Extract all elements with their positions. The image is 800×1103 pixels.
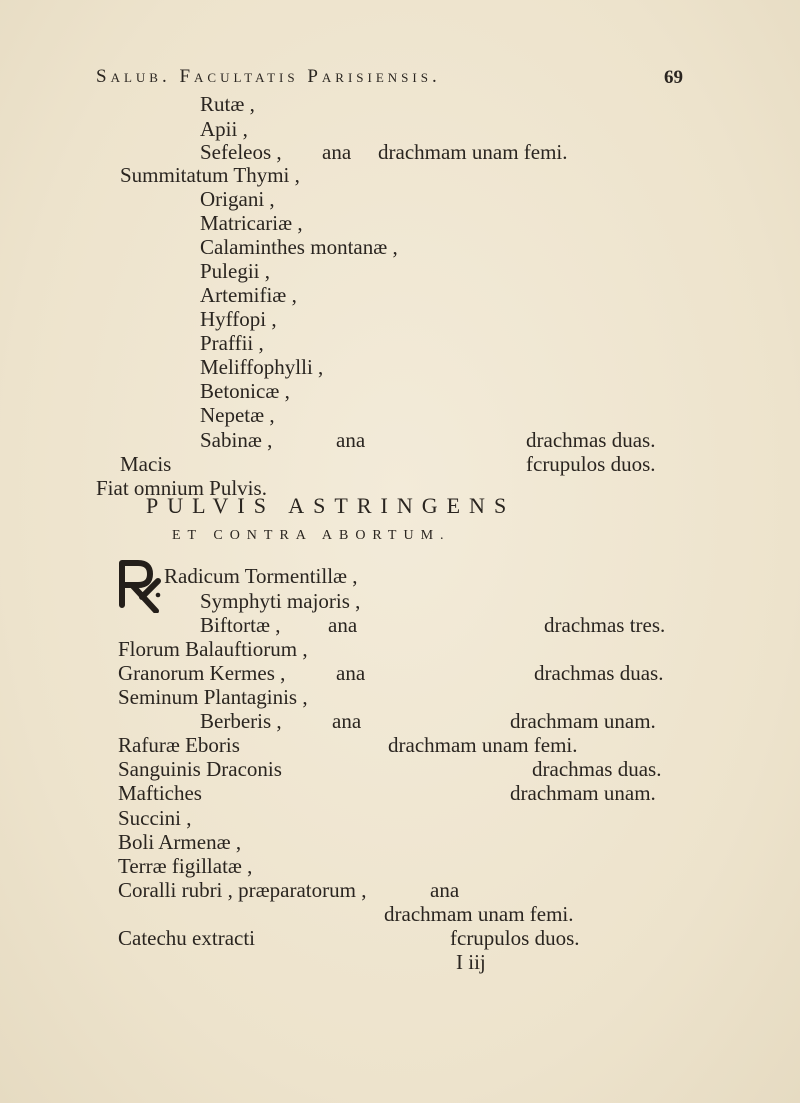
ingredient-line: Betonicæ , [200,379,290,403]
ingredient-line: Rafuræ Eboris [118,733,240,757]
ingredient-line: Macis [120,452,172,476]
section-subtitle: ET CONTRA ABORTUM. [172,528,451,543]
ingredient-line: Symphyti majoris , [200,589,361,613]
dose-line: drachmam unam femi. [384,902,574,926]
ingredient-line: Praffii , [200,331,264,355]
dose-line: fcrupulos duos. [450,926,580,950]
ana-label: ana [336,428,366,452]
instruction-line: Fiat omnium Pulvis. [96,476,267,500]
recipe-rx-icon [118,557,162,613]
ingredient-line: Nepetæ , [200,403,275,427]
ingredient-line: Rutæ , [200,92,255,116]
ingredient-line: Granorum Kermes , [118,661,286,685]
ana-label: ana [328,613,358,637]
ingredient-line: Calaminthes montanæ , [200,235,398,259]
ingredient-line: Succini , [118,806,192,830]
dose-line: drachmas duas. [526,428,656,452]
signature-mark: I iij [456,950,486,974]
dose-line: drachmam unam. [510,781,656,805]
dose-line: drachmam unam femi. [388,733,578,757]
ingredient-line: Sanguinis Draconis [118,757,282,781]
ana-label: ana [336,661,366,685]
ingredient-line: Radicum Tormentillæ , [164,564,358,588]
ingredient-line: Origani , [200,187,275,211]
ana-label: ana [332,709,362,733]
running-title: Salub. Facultatis Parisiensis. [96,66,441,87]
ingredient-line: Terræ figillatæ , [118,854,253,878]
section-title: PULVIS ASTRINGENS [146,493,516,518]
ingredient-line: Sabinæ , [200,428,273,452]
ingredient-line: Matricariæ , [200,211,303,235]
ingredient-line: Catechu extracti [118,926,256,950]
ingredient-line: Maftiches [118,781,202,805]
dose-line: fcrupulos duos. [526,452,656,476]
ana-label: ana [322,140,352,164]
dose-line: drachmam unam. [510,709,656,733]
page-number: 69 [664,67,683,88]
dose-line: drachmas duas. [534,661,664,685]
ingredient-line: Artemifiæ , [200,283,297,307]
ingredient-line: Pulegii , [200,259,271,283]
ingredient-line: Meliffophylli , [200,355,324,379]
ingredient-line: Berberis , [200,709,282,733]
ingredient-line: Biftortæ , [200,613,281,637]
ingredient-line: Seminum Plantaginis , [118,685,308,709]
ana-label: ana [430,878,460,902]
dose-line: drachmam unam femi. [378,140,568,164]
dose-line: drachmas tres. [544,613,666,637]
dose-line: drachmas duas. [532,757,662,781]
ingredient-line: Hyffopi , [200,307,277,331]
ingredient-line: Florum Balauftiorum , [118,637,308,661]
ingredient-line: Apii , [200,117,248,141]
ingredient-line: Sefeleos , [200,140,282,164]
ingredient-line: Boli Armenæ , [118,830,242,854]
ingredient-line: Coralli rubri , præparatorum , [118,878,367,902]
ingredient-line: Summitatum Thymi , [120,163,300,187]
